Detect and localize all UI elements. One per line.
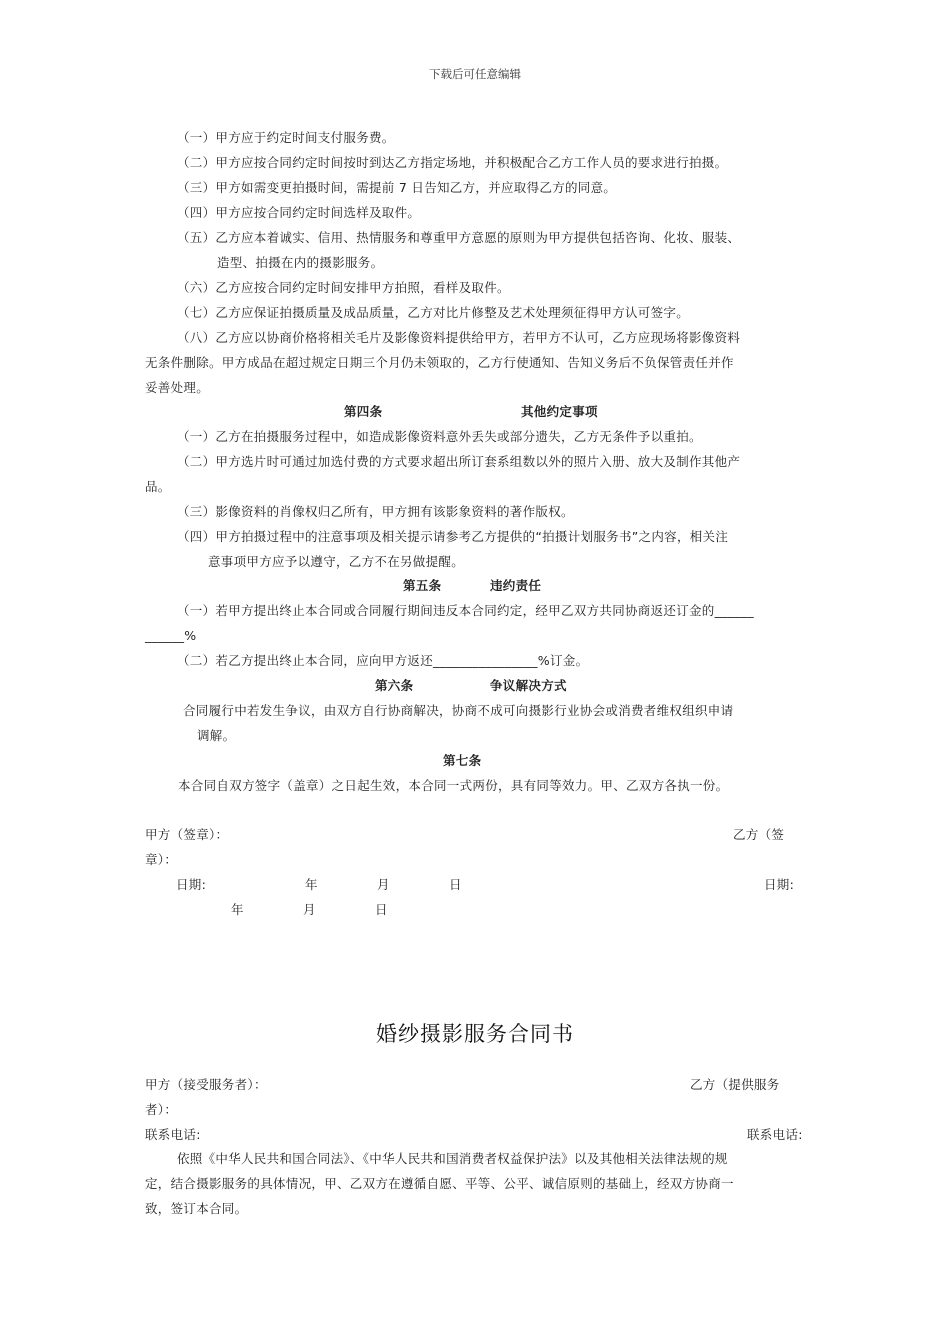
- clause-item-continued: 意事项甲方应予以遵守，乙方不在另做提醒。: [208, 554, 465, 569]
- clause-item: （二）甲方应按合同约定时间按时到达乙方指定场地，并积极配合乙方工作人员的要求进行拍摄。: [177, 155, 728, 170]
- clause-item: （四）甲方应按合同约定时间选样及取件。: [177, 205, 421, 220]
- party-b-signature-label: 乙方（签: [733, 827, 785, 842]
- party-b-signature-label-continued: 章）：: [145, 852, 178, 867]
- date-year: 年: [231, 902, 244, 917]
- clause-item: （一）甲方应于约定时间支付服务费。: [177, 130, 395, 145]
- article-5-number: 第五条: [403, 578, 442, 593]
- clause-item-continued: 造型、拍摄在内的摄影服务。: [217, 255, 384, 270]
- clause-item: （七）乙方应保证拍摄质量及成品质量，乙方对比片修整及艺术处理须征得甲方认可签字。: [177, 305, 690, 320]
- party-b-label: 乙方（提供服务: [690, 1077, 780, 1092]
- clause-item: （一）乙方在拍摄服务过程中，如造成影像资料意外丢失或部分遗失，乙方无条件予以重拍。: [177, 429, 702, 444]
- clause-text: 合同履行中若发生争议，由双方自行协商解决，协商不成可向摄影行业协会或消费者维权组织申请: [183, 703, 734, 718]
- clause-text: 本合同自双方签字（盖章）之日起生效，本合同一式两份，具有同等效力。甲、乙双方各执一份。: [178, 778, 729, 793]
- party-a-label: 甲方（接受服务者）：: [145, 1077, 267, 1092]
- date-month: 月: [303, 902, 316, 917]
- article-4-title: 其他约定事项: [521, 404, 598, 419]
- clause-item-continued: 无条件删除。甲方成品在超过规定日期三个月仍未领取的，乙方行使通知、告知义务后不负保管责任并作: [145, 355, 734, 370]
- clause-text-continued: 调解。: [197, 728, 236, 743]
- preamble-line: 定，结合摄影服务的具体情况，甲、乙双方在遵循自愿、平等、公平、诚信原则的基础上，经双方协商一: [145, 1176, 734, 1191]
- clause-item: （四）甲方拍摄过程中的注意事项及相关提示请参考乙方提供的“拍摄计划服务书”之内容，相关注: [177, 529, 729, 544]
- article-5-title: 违约责任: [490, 578, 542, 593]
- preamble-line: 致，签订本合同。: [145, 1201, 248, 1216]
- clause-item: （八）乙方应以协商价格将相关毛片及影像资料提供给甲方，若甲方不认可，乙方应现场将影像资料: [177, 330, 741, 345]
- contract-title: 婚纱摄影服务合同书: [376, 1022, 574, 1046]
- clause-item-continued: 品。: [145, 479, 171, 494]
- date-year: 年: [305, 877, 318, 892]
- article-6-title: 争议解决方式: [490, 678, 567, 693]
- date-day: 日: [449, 877, 462, 892]
- party-a-phone-label: 联系电话:: [145, 1127, 201, 1142]
- date-day: 日: [375, 902, 388, 917]
- article-4-number: 第四条: [344, 404, 383, 419]
- clause-item: （五）乙方应本着诚实、信用、热情服务和尊重甲方意愿的原则为甲方提供包括咨询、化妆、服装、: [177, 230, 741, 245]
- clause-item: （三）甲方如需变更拍摄时间，需提前 7 日告知乙方，并应取得乙方的同意。: [177, 180, 617, 195]
- clause-item: （一）若甲方提出终止本合同或合同履行期间违反本合同约定，经甲乙双方共同协商返还订金的______: [177, 603, 754, 618]
- clause-item-continued: ______%: [145, 628, 197, 643]
- page-header: 下载后可任意编辑: [429, 67, 521, 81]
- party-a-signature-label: 甲方（签章）：: [145, 827, 229, 842]
- clause-item: （六）乙方应按合同约定时间安排甲方拍照，看样及取件。: [177, 280, 510, 295]
- party-b-label-continued: 者）：: [145, 1102, 178, 1117]
- clause-item: （二）若乙方提出终止本合同，应向甲方返还________________%订金。: [177, 653, 589, 668]
- clause-item: （三）影像资料的肖像权归乙所有，甲方拥有该影象资料的著作版权。: [177, 504, 574, 519]
- party-a-date-label: 日期:: [176, 877, 207, 892]
- party-b-date-label: 日期:: [764, 877, 795, 892]
- preamble-line: 依照《中华人民共和国合同法》、《中华人民共和国消费者权益保护法》以及其他相关法律法规的规: [177, 1151, 728, 1166]
- date-month: 月: [377, 877, 390, 892]
- article-7-number: 第七条: [443, 753, 482, 768]
- clause-item-continued: 妥善处理。: [145, 380, 210, 395]
- clause-item: （二）甲方选片时可通过加选付费的方式要求超出所订套系组数以外的照片入册、放大及制作其他产: [177, 454, 741, 469]
- article-6-number: 第六条: [375, 678, 414, 693]
- party-b-phone-label: 联系电话:: [747, 1127, 803, 1142]
